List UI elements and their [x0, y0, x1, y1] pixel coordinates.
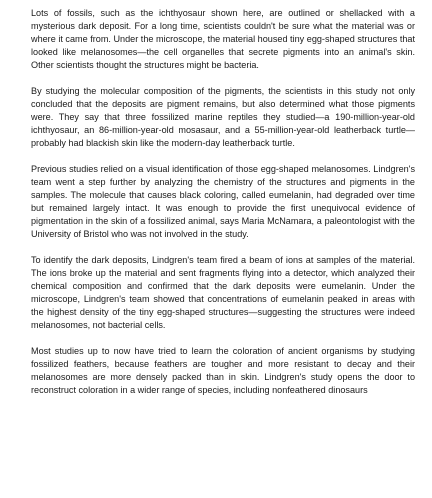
paragraph-2: By studying the molecular composition of the pigments, the scientists in this study not only concluded that the deposits are pigment remains, but also determined what those pigments were. They say that three fossilized marine reptiles they studied—a 190-million-year-old ichthyosaur, an 86-million-year-old mosasaur, and a 55-million-year-old leatherback turtle—probably had blackish skin like the modern-day leatherback turtle. — [31, 86, 415, 148]
paragraph-5: Most studies up to now have tried to learn the coloration of ancient organisms by studying fossilized feathers, because feathers are tougher and more resistant to decay and their melanosomes are more densely packed than in skin. Lindgren's study opens the door to reconstruct coloration in a wider range of species, including nonfeathered dinosaurs — [31, 346, 415, 395]
paragraph-1: Lots of fossils, such as the ichthyosaur shown here, are outlined or shellacked with a mysterious dark deposit. For a long time, scientists couldn't be sure what the material was or where it came from. Under the microscope, the material housed tiny egg-shaped structures that looked like melanosomes—the cell organelles that secrete pigments into an animal's skin. Other scientists thought the structures might be bacteria. — [31, 8, 415, 70]
paragraph-3: Previous studies relied on a visual identification of those egg-shaped melanosomes. Lindgren's team went a step further by analyzing the chemistry of the structures and pigments in the samples. The molecule that causes black coloring, called eumelanin, had degraded over time but remained largely intact. It was enough to provide the first unequivocal evidence of pigmentation in the skin of a fossilized animal, says Maria McNamara, a paleontologist with the University of Bristol who was not involved in the study. — [31, 164, 415, 239]
paragraph-4: To identify the dark deposits, Lindgren's team fired a beam of ions at samples of the material. The ions broke up the material and sent fragments flying into a detector, which analyzed their chemical composition and confirmed that the dark deposits were eumelanin. Under the microscope, Lindgren's team showed that concentrations of eumelanin peaked in areas with the highest density of the tiny egg-shaped structures—suggesting the structures were indeed melanosomes, not bacterial cells. — [31, 255, 415, 330]
